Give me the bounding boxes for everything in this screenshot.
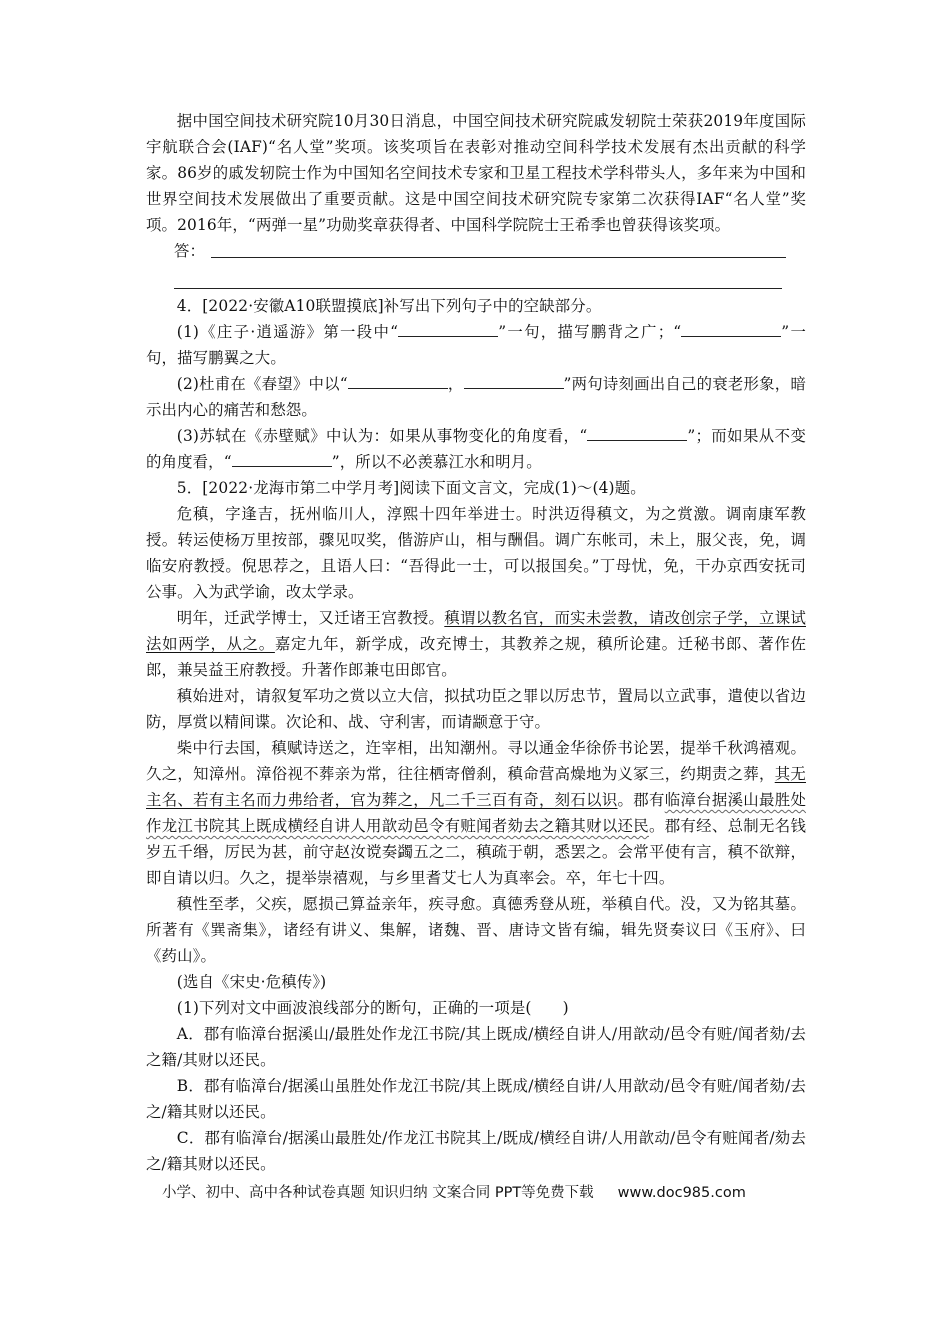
q4-item-2-text-b: ， [447,375,464,393]
q4-heading: 4．[2022·安徽A10联盟摸底]补写出下列句子中的空缺部分。 [176,297,602,315]
classical-paragraph-1: 危稹，字逢吉，抚州临川人，淳熙十四年举进士。时洪迈得稹文，为之赏激。调南康军教授。转运使杨万里按部，骤见叹奖，偕游庐山，相与酬倡。调广东帐司，未上，服父丧，免，调临安府教授。倪思荐之，且语人曰：“吾得此一士，可以报国矣。”丁母忧，免，干办京西安抚司公事。入为武学谕，改太学录。 [146,505,806,601]
option-c[interactable]: C．郡有临漳台/据溪山最胜处/作龙江书院其上/既成/横经自讲/人用歆动/邑令有赃闻者/劾去之/籍其财以还民。 [146,1129,806,1173]
q4-item-1-text-a: (1)《庄子·逍遥游》第一段中“ [176,323,399,341]
q4-item-3-blank-2[interactable] [232,450,332,467]
classical-paragraph-5: 稹性至孝，父疾，愿损己算益亲年，疾寻愈。真德秀登从班，举稹自代。没，又为铭其墓。所著有《巽斋集》，诸经有讲义、集解，诸魏、晋、唐诗文皆有编，辑先贤奏议曰《玉府》、曰《药山》。 [146,895,806,965]
answer-label: 答： [174,242,206,260]
para4-text-b: 。郡有 [617,791,665,809]
q4-item-3-text-c: ”，所以不必羡慕江水和明月。 [331,453,542,471]
q4-item-2 [146,371,806,423]
q4-item-1-text-b: ”一句，描写鹏背之广；“ [498,323,682,341]
para2-text-a: 明年，迁武学博士，又迁诸王宫教授。 [176,609,445,627]
q4-item-2-blank-1[interactable] [348,372,448,389]
q5-heading: 5．[2022·龙海市第二中学月考]阅读下面文言文，完成(1)～(4)题。 [176,479,646,497]
option-a[interactable]: A．郡有临漳台据溪山/最胜处作龙江书院/其上既成/横经自讲人/用歆动/邑令有赃/闻者劾/去之籍/其财以还民。 [146,1025,806,1069]
para4-text-c: 。郡有经、总制无名钱岁五千缗，厉民为甚，前守赵汝谠奏蠲五之二，稹疏于朝，悉罢之。会常平使有言，稹不欲辩，即自请以归。久之，提举崇禧观，与乡里耆艾七人为真率会。卒，年七十四。 [146,817,806,887]
classical-paragraph-4 [146,735,806,891]
para2-underlined: 稹谓以教名官，而实未尝教，请改创宗子学，立课试法如两学，从之。 [146,609,806,653]
sub-question-1: (1)下列对文中画波浪线部分的断句，正确的一项是( ) [176,999,569,1017]
q4-item-3-text-b: ”；而如果从不变的角度看，“ [146,427,806,471]
source-citation: (选自《宋史·危稹传》) [176,973,327,991]
passage-paragraph: 据中国空间技术研究院10月30日消息，中国空间技术研究院戚发轫院士荣获2019年度国际宇航联合会(IAF)“名人堂”奖项。该奖项旨在表彰对推动空间科学技术发展有杰出贡献的科学家。86岁的戚发轫院士作为中国知名空间技术专家和卫星工程技术学科带头人，多年来为中国和世界空间技术发展做出了重要贡献。这是中国空间技术研究院专家第二次获得IAF“名人堂”奖项。2016年，“两弹一星”功勋奖章获得者、中国科学院院士王希季也曾获得该奖项。 [146,112,806,234]
answer-blank-2[interactable] [174,264,782,289]
footer-text: 小学、初中、高中各种试卷真题 知识归纳 文案合同 PPT等免费下载 [162,1185,594,1201]
q4-item-2-text-a: (2)杜甫在《春望》中以“ [176,375,348,393]
q4-item-3-text-a: (3)苏轼在《赤壁赋》中认为：如果从事物变化的角度看，“ [176,427,588,445]
page-content [146,108,806,1177]
q4-item-2-text-c: ”两句诗刻画出自己的衰老形象，暗示出内心的痛苦和愁怨。 [146,375,806,419]
answer-line [174,238,806,264]
q4-item-2-blank-2[interactable] [464,372,564,389]
q4-item-1-text-c: ”一句，描写鹏翼之大。 [146,323,806,367]
option-b[interactable]: B．郡有临漳台/据溪山虽胜处作龙江书院/其上既成/横经自讲/人用歆动/邑令有赃/闻者劾/去之/籍其财以还民。 [146,1077,806,1121]
q4-item-1 [146,319,806,371]
answer-blank-1[interactable] [211,257,786,258]
classical-paragraph-3: 稹始进对，请叙复军功之赏以立大信，拟拭功臣之罪以厉忠节，置局以立武事，遣使以省边防，厚赏以精间谍。次论和、战、守利害，而请颛意于守。 [146,687,806,731]
q4-item-1-blank-1[interactable] [398,320,498,337]
page-footer [162,1181,802,1202]
para4-text-a: 柴中行去国，稹赋诗送之，迕宰相，出知潮州。寻以通金华徐侨书论罢，提举千秋鸿禧观。久之，知漳州。漳俗视不葬亲为常，往往栖寄僧刹，稹命营高燥地为义冢三，约期责之葬， [146,739,806,783]
classical-paragraph-2 [146,605,806,683]
para4-underlined: 其无主名、若有主名而力弗给者，官为葬之，凡二千三百有奇，刻石以识 [146,765,806,809]
footer-url[interactable]: www.doc985.com [617,1185,746,1201]
q4-item-3 [146,423,806,475]
para4-wavy-underlined: 临漳台据溪山最胜处作龙江书院其上既成横经自讲人用歆动邑令有赃闻者劾去之籍其财以还民 [146,791,806,835]
q4-item-1-blank-2[interactable] [681,320,781,337]
q4-item-3-blank-1[interactable] [587,424,687,441]
para2-text-b: 嘉定九年，新学成，改充博士，其教养之规，稹所论建。迁秘书郎、著作佐郎，兼吴益王府教授。升著作郎兼屯田郎官。 [146,635,806,679]
